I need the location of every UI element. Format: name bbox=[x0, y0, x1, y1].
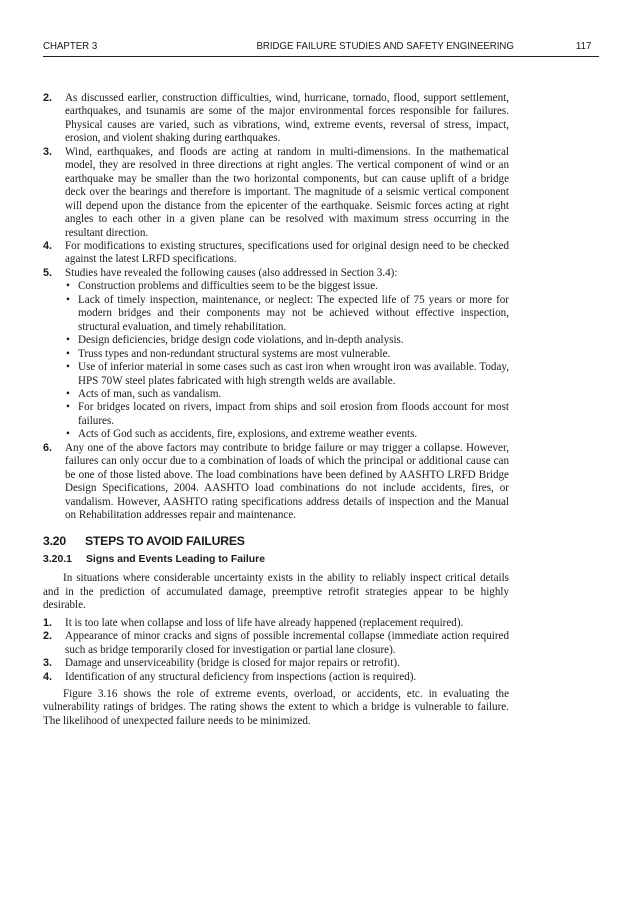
list-item bbox=[43, 442, 509, 523]
page-body bbox=[43, 92, 509, 728]
page-number: 117 bbox=[575, 40, 592, 52]
bullet-item: • Lack of timely inspection, maintenance, or neglect: The expected life of 75 years or more for modern bridges and their components may not be achieved without effective inspection, structural evaluation, and timely rehabilitation. bbox=[65, 294, 509, 334]
item-number: 6. bbox=[43, 441, 53, 454]
bullet-item: • Acts of God such as accidents, fire, explosions, and extreme weather events. bbox=[65, 428, 509, 441]
list-item bbox=[43, 267, 509, 442]
intro-paragraph: In situations where considerable uncertainty exists in the ability to reliably inspect critical details and in the prediction of accumulated damage, preemptive retrofit strategies appear to be highly desirable. bbox=[43, 572, 509, 612]
chapter-label: CHAPTER 3 bbox=[43, 40, 98, 52]
section-title: STEPS TO AVOID FAILURES bbox=[85, 533, 245, 548]
item-text: Studies have revealed the following causes (also addressed in Section 3.4): bbox=[65, 266, 398, 279]
list-item bbox=[43, 240, 509, 267]
list-item bbox=[43, 657, 509, 670]
item-number: 2. bbox=[43, 630, 53, 643]
closing-paragraph: Figure 3.16 shows the role of extreme events, overload, or accidents, etc. in evaluating the vulnerability ratings of bridges. The rating shows the extent to which a bridge is vulnerable to failure. The likelihood of unexpected failure needs to be minimized. bbox=[43, 688, 509, 727]
subsection-number: 3.20.1 bbox=[43, 553, 72, 565]
item-number: 3. bbox=[43, 145, 53, 158]
running-title: BRIDGE FAILURE STUDIES AND SAFETY ENGINEERING bbox=[256, 40, 514, 52]
item-number: 3. bbox=[43, 657, 53, 670]
item-number: 5. bbox=[43, 266, 53, 279]
item-text: As discussed earlier, construction difficulties, wind, hurricane, tornado, flood, support settlement, earthquakes, and tsunamis are some of the major environmental forces responsible for failures. Physical causes are varied, such as vibrations, wind, extreme events, reversal of stress, impact, erosion, and violent shaking during earthquakes. bbox=[65, 92, 509, 145]
item-text: It is too late when collapse and loss of life have already happened (replacement required). bbox=[65, 616, 464, 629]
item-text: Identification of any structural deficiency from inspections (action is required). bbox=[65, 670, 417, 683]
bullet-item: • Acts of man, such as vandalism. bbox=[65, 388, 509, 401]
item-text: Damage and unserviceability (bridge is closed for major repairs or retrofit). bbox=[65, 657, 400, 670]
bullet-item: • Truss types and non-redundant structural systems are most vulnerable. bbox=[65, 348, 509, 361]
item-text: For modifications to existing structures, specifications used for original design need to be checked against the latest LRFD specifications. bbox=[65, 239, 509, 266]
section-number: 3.20 bbox=[43, 533, 66, 548]
bullet-item: • Design deficiencies, bridge design code violations, and in-depth analysis. bbox=[65, 334, 509, 347]
subsection-title: Signs and Events Leading to Failure bbox=[86, 553, 265, 565]
bullet-item: • Use of inferior material in some cases such as cast iron when wrought iron was available. Today, HPS 70W steel plates fabricated with high strength welds are available. bbox=[65, 361, 509, 388]
list-item bbox=[43, 671, 509, 684]
list-item bbox=[43, 92, 509, 146]
subsection-heading bbox=[43, 553, 509, 566]
bullet-item: • For bridges located on rivers, impact from ships and soil erosion from floods account for most failures. bbox=[65, 401, 509, 428]
cause-bullet-list bbox=[65, 280, 509, 441]
list-item bbox=[43, 617, 509, 630]
list-item bbox=[43, 146, 509, 240]
list-item bbox=[43, 630, 509, 657]
item-text: Appearance of minor cracks and signs of possible incremental collapse (immediate action required such as bridge temporarily closed for investigation or partial lane closure). bbox=[65, 630, 509, 656]
header-rule bbox=[43, 56, 599, 57]
item-number: 4. bbox=[43, 239, 53, 252]
bullet-item: • Construction problems and difficulties seem to be the biggest issue. bbox=[65, 280, 509, 293]
running-header bbox=[43, 40, 592, 56]
item-text: Any one of the above factors may contribute to bridge failure or may trigger a collapse. However, failures can only occur due to a combination of loads of which the principal or additional cause can be one of those listed above. The load combinations have been defined by AASHTO LRFD Bridge Design Specifications, 2004. AASHTO load combinations do not include accidents, fires, or vandalism. However, AASHTO rating specifications address details of inspection and the Manual on Rehabilitation addresses repair and maintenance. bbox=[65, 441, 509, 522]
item-number: 4. bbox=[43, 670, 53, 683]
item-number: 1. bbox=[43, 616, 53, 629]
item-number: 2. bbox=[43, 92, 53, 104]
item-text: Wind, earthquakes, and floods are acting at random in multi-dimensions. In the mathematical model, they are resolved in three directions at right angles. The vertical component of wind or an earthquake may be smaller than the two horizontal components, but can cause uplift of a bridge deck over the bearings and therefore is important. The magnitude of a seismic vertical component will depend upon the distance from the epicenter of the earthquake. Seismic forces acting at right angles to each other in a given plane can be resolved with maximum stress occurring in the resultant direction. bbox=[65, 145, 509, 239]
section-heading bbox=[43, 535, 509, 548]
